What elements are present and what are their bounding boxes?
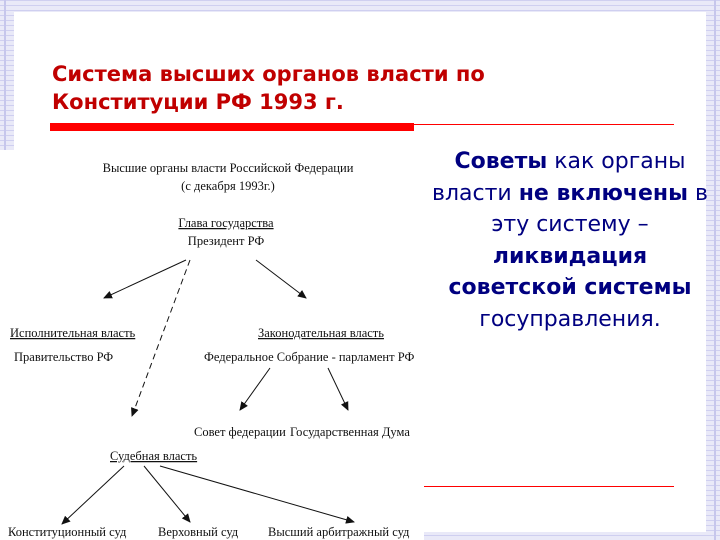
diagram-header-line2: (с декабря 1993г.) xyxy=(181,179,275,193)
arrow-president-to-judicial xyxy=(132,260,190,416)
arrow-assembly-to-duma xyxy=(328,368,348,410)
president-node: Президент РФ xyxy=(187,234,265,248)
diagram-canvas xyxy=(0,150,424,540)
state-duma-node: Государственная Дума xyxy=(290,425,410,439)
exec-branch-label: Исполнительная власть xyxy=(10,326,136,340)
side-text-part2: как органы власти xyxy=(432,149,686,206)
supreme-court-node: Верховный суд xyxy=(158,525,239,539)
side-text-block xyxy=(428,146,712,335)
side-text-soviets: Советы xyxy=(454,149,548,174)
title-underline-thick xyxy=(50,123,414,131)
judicial-branch-label: Судебная власть xyxy=(110,449,198,463)
arrow-judicial-to-supreme-court xyxy=(144,466,190,522)
diagram-header-line1: Высшие органы власти Российской Федерации xyxy=(102,161,354,175)
side-text-liquidation: ликвидация советской системы xyxy=(448,243,692,300)
arrow-assembly-to-council xyxy=(240,368,270,410)
arrow-judicial-to-arbitration-court xyxy=(160,466,354,522)
slide-title: Система высших органов власти по Конституции РФ 1993 г. xyxy=(52,62,485,114)
background-stripe xyxy=(714,0,716,540)
side-text-part6: госуправления. xyxy=(479,306,661,332)
side-text-part4: в эту систему – xyxy=(491,180,708,237)
power-structure-diagram xyxy=(0,150,424,540)
bottom-rule xyxy=(420,486,674,487)
side-text-not-included: не включены xyxy=(518,180,688,206)
constitutional-court-node: Конституционный суд xyxy=(8,525,127,539)
federal-assembly-node: Федеральное Собрание - парламент РФ xyxy=(204,350,415,364)
government-node: Правительство РФ xyxy=(14,350,114,364)
federation-council-node: Совет федерации xyxy=(194,425,286,439)
arbitration-court-node: Высший арбитражный суд xyxy=(268,525,410,539)
arrow-president-to-legis xyxy=(256,260,306,298)
head-of-state-label: Глава государства xyxy=(178,216,274,230)
title-underline-thin xyxy=(414,124,674,125)
arrow-president-to-exec xyxy=(104,260,186,298)
legis-branch-label: Законодательная власть xyxy=(258,326,384,340)
arrow-judicial-to-const-court xyxy=(62,466,124,524)
